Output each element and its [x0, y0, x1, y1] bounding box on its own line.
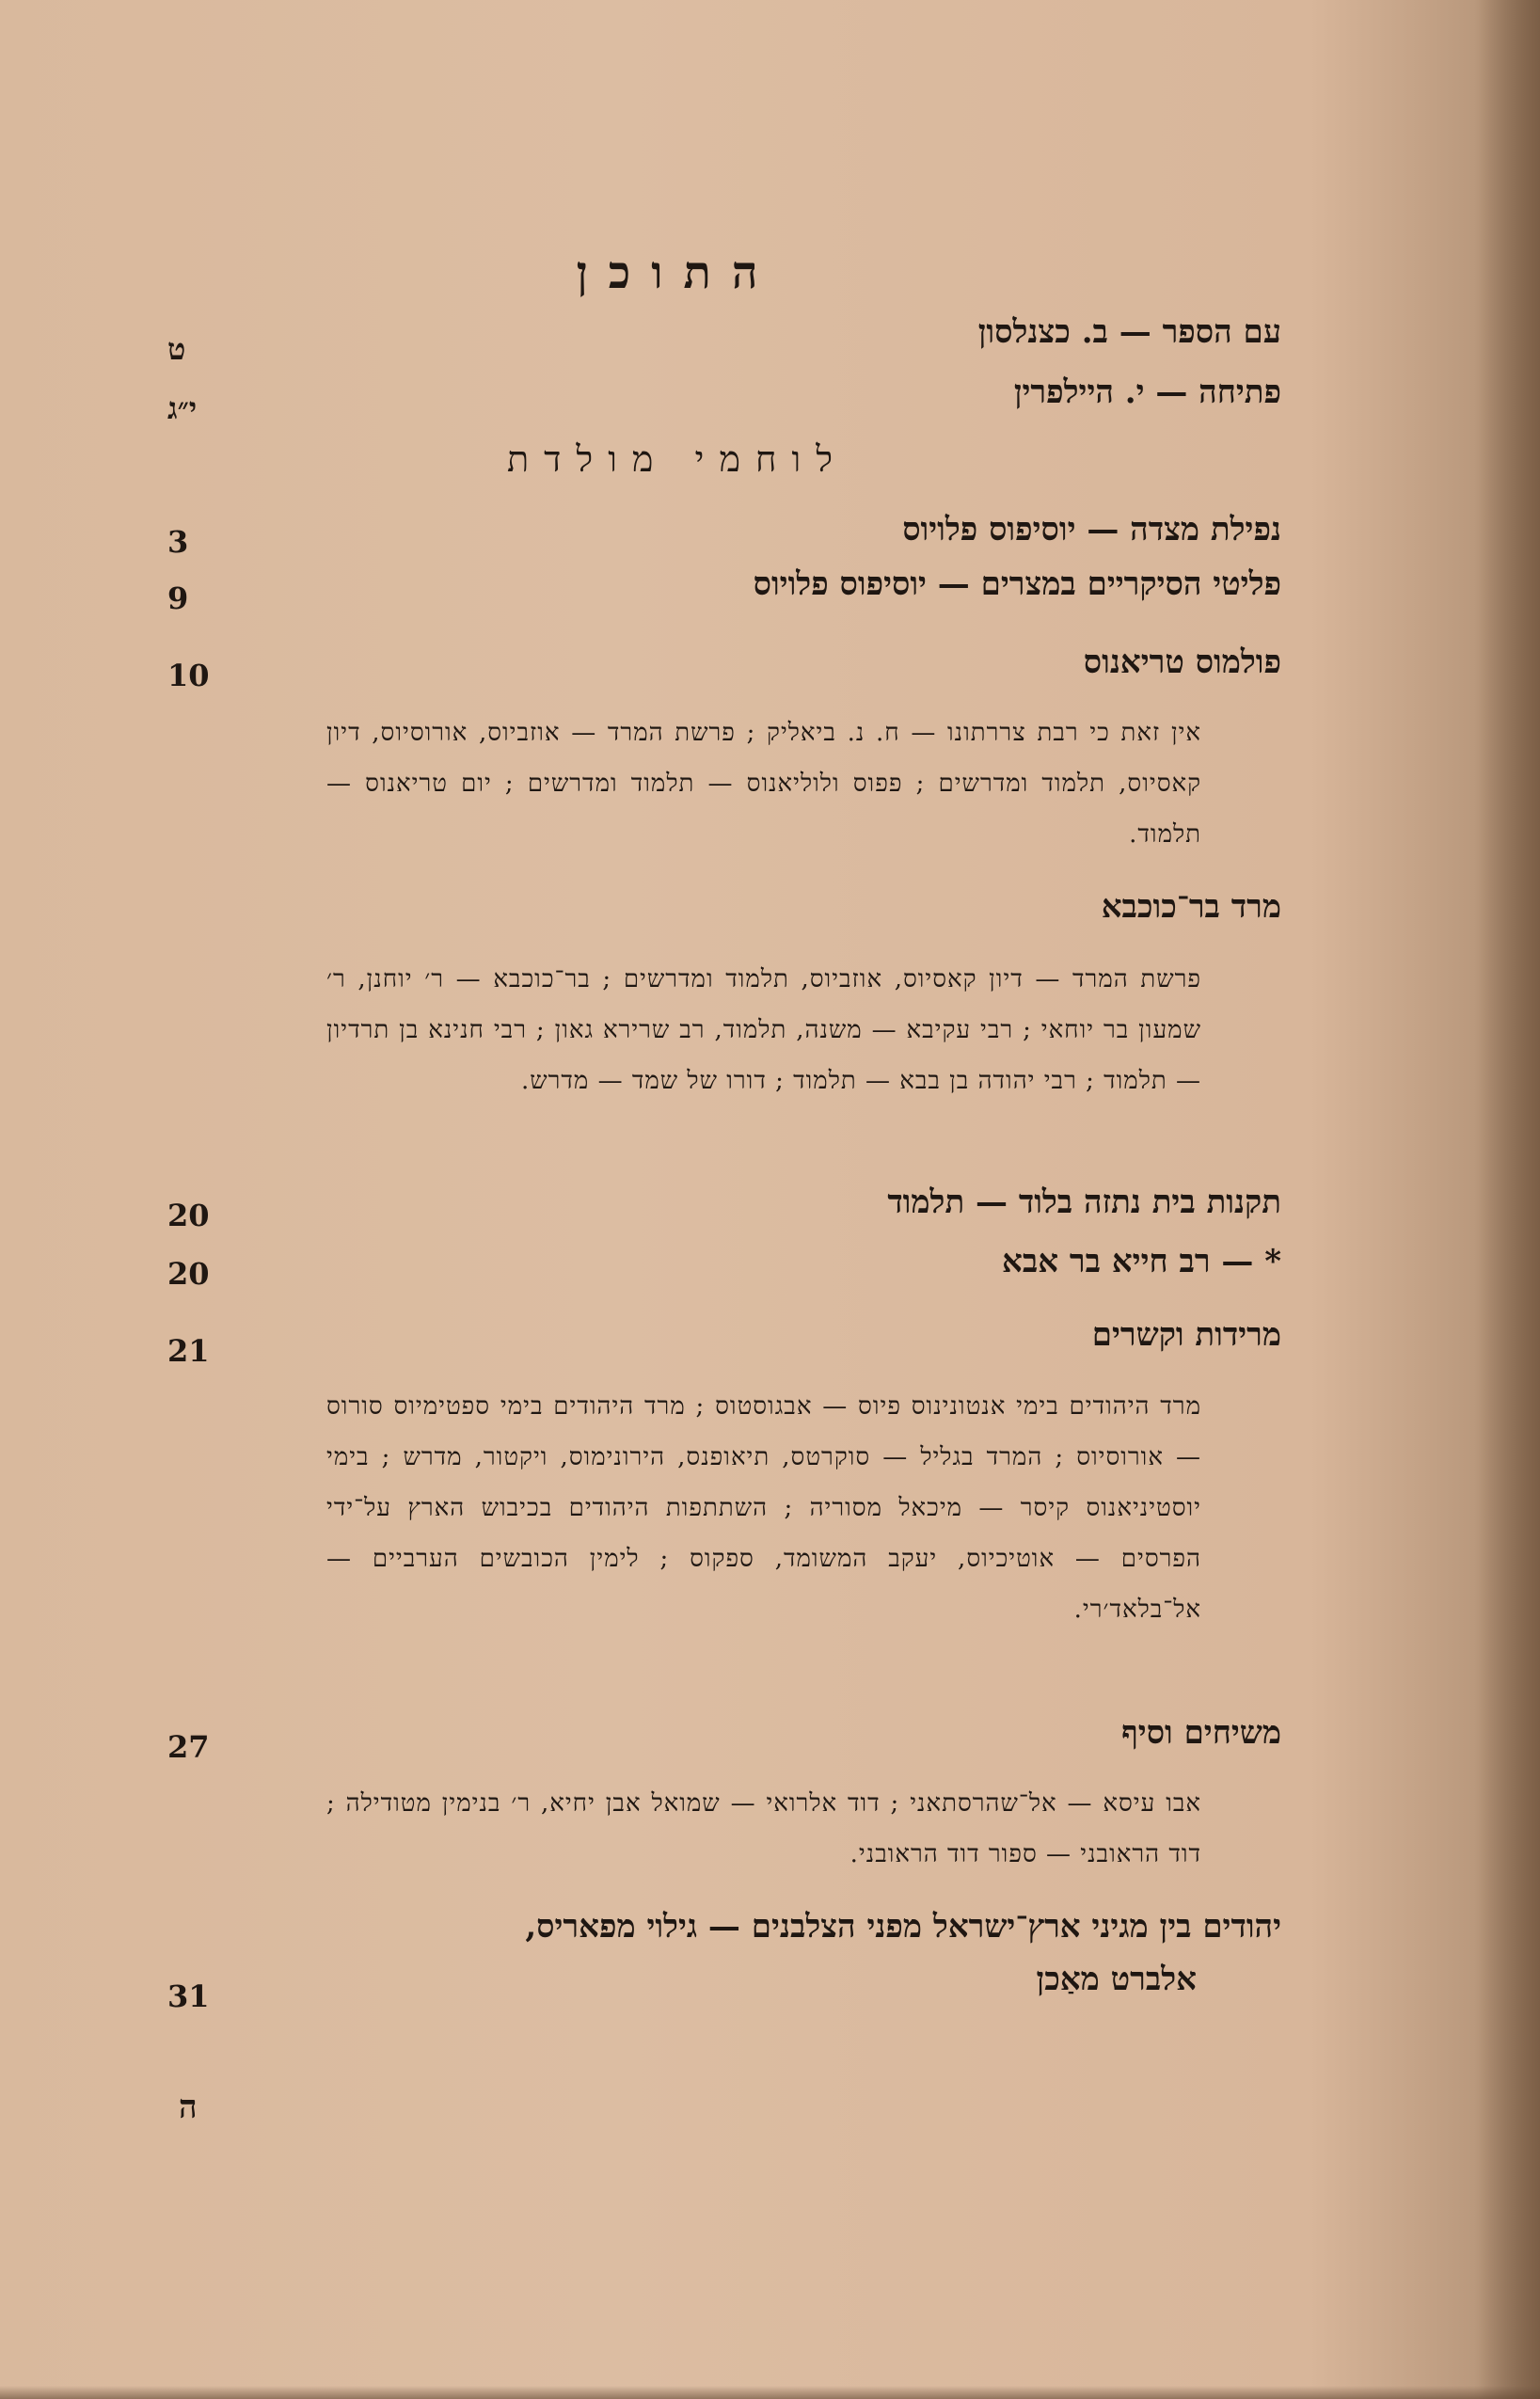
folio-page-number: ה	[179, 2089, 198, 2126]
page-bottom-edge	[0, 2386, 1540, 2399]
toc-sub-entries: אין זאת כי רבת צררתונו — ח. נ. ביאליק ; פרשת המרד — אוזביוס, אורוסיוס, דיון קאסיוס, תלמוד ומדרשים ; פפוס ולוליאנוס — תלמוד ומדרשים ; יום טריאנוס — תלמוד.	[326, 719, 1201, 849]
toc-page-number: 10	[167, 658, 210, 693]
toc-page-number: ט	[167, 331, 186, 367]
toc-entry-line: אלברט מאַכן	[1036, 1961, 1197, 1998]
toc-entry: משיחים וסיף	[1121, 1714, 1281, 1752]
toc-page-number: 20	[167, 1198, 210, 1233]
toc-page-number: 21	[167, 1333, 210, 1369]
toc-page-number: י״ג	[167, 390, 198, 426]
book-spine-shadow	[1474, 0, 1540, 2399]
toc-page-number: 3	[167, 524, 189, 560]
toc-sub-entries: אבו עיסא — אל־שהרסתאני ; דוד אלרואי — שמואל אבן יחיא, ר׳ בנימין מטודילה ; דוד הראובני — ספור דוד הראובני.	[326, 1789, 1201, 1868]
toc-page-number: 27	[167, 1729, 210, 1765]
toc-page-number: 9	[167, 580, 189, 616]
toc-entry: עם הספר — ב. כצנלסון	[977, 313, 1281, 351]
toc-entry-multiline	[322, 1900, 1281, 2006]
toc-sub-entries: פרשת המרד — דיון קאסיוס, אוזביוס, תלמוד ומדרשים ; בר־כוכבא — ר׳ יוחנן, ר׳ שמעון בר יוחאי ; רבי עקיבא — משנה, תלמוד, רב שרירא גאון ; רבי חנינא בן תרדיון — תלמוד ; רבי יהודה בן בבא — תלמוד ; דורו של שמד — מדרש.	[326, 965, 1201, 1095]
toc-entry: מרד בר־כוכבא	[1101, 888, 1281, 926]
toc-entry: * — רב חייא בר אבא	[1002, 1243, 1281, 1280]
toc-entry: פולמוס טריאנוס	[1083, 643, 1281, 681]
toc-title: התוכן	[576, 246, 779, 299]
toc-page-number: 31	[167, 1978, 210, 2014]
section-heading: לוחמי מולדת	[506, 438, 849, 480]
toc-entry: מרידות וקשרים	[1091, 1316, 1281, 1354]
toc-entry-line: יהודים בין מגיני ארץ־ישראל מפני הצלבנים — גילוי מפאריס,	[525, 1908, 1281, 1946]
toc-page-number: 20	[167, 1256, 210, 1292]
toc-entry: פתיחה — י. היילפרין	[1013, 373, 1281, 411]
toc-entry: תקנות בית נתזה בלוד — תלמוד	[887, 1184, 1281, 1221]
toc-entry: נפילת מצדה — יוסיפוס פלויוס	[902, 511, 1281, 548]
toc-entry: פליטי הסיקריים במצרים — יוסיפוס פלויוס	[753, 565, 1281, 603]
toc-sub-entries: מרד היהודים בימי אנטונינוס פיוס — אבגוסטוס ; מרד היהודים בימי ספטימיוס סורוס — אורוסיוס ; המרד בגליל — סוקרטס, תיאופנס, הירונימוס, ויקטור, מדרש ; בימי יוסטיניאנוס קיסר — מיכאל מסוריה ; השתתפות היהודים בכיבוש הארץ על־ידי הפרסים — אוטיכיוס, יעקב המשומד, ספקוס ; לימין הכובשים הערביים — אל־בלאד׳רי.	[326, 1392, 1201, 1624]
